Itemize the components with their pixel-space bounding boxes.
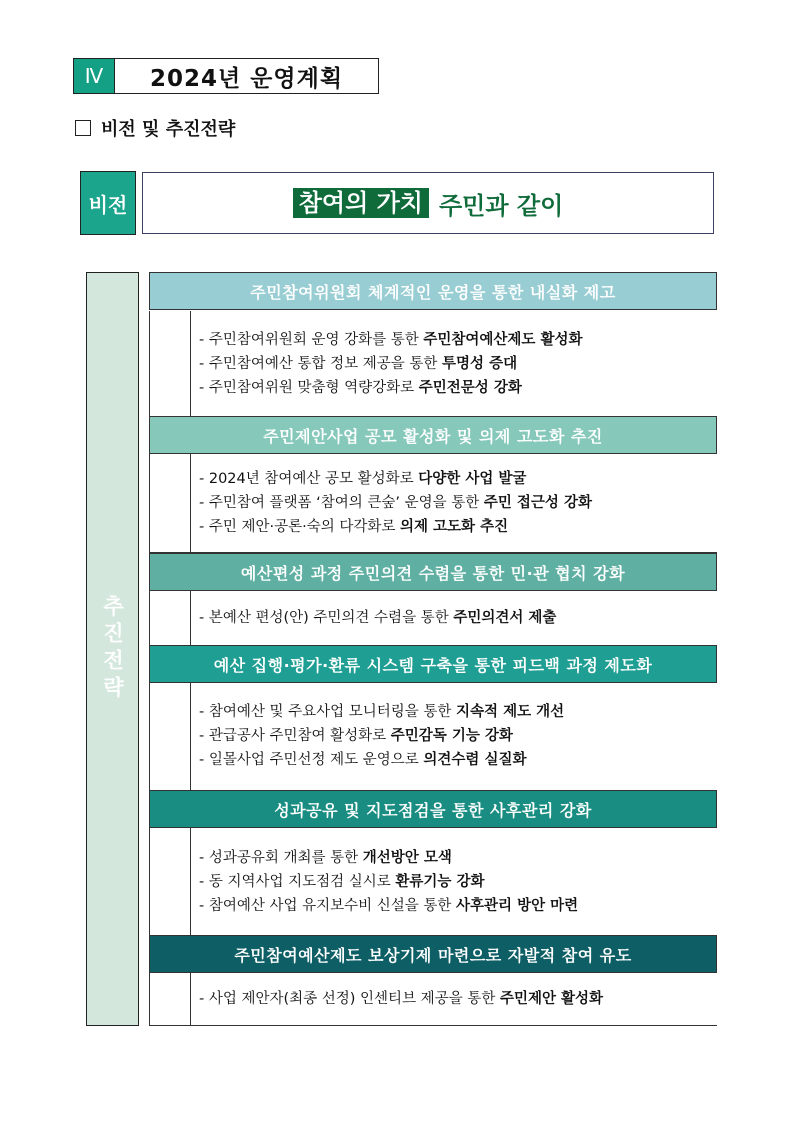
detail-text: - 주민 제안·공론·숙의 다각화로 [199, 518, 400, 535]
strategy-detail-line [199, 467, 717, 491]
strategy-label-text: 추진전략 [100, 595, 125, 703]
vision-text: 주민과 같이 [439, 191, 564, 220]
detail-text: - 본예산 편성(안) 주민의견 수렴을 통한 [199, 609, 454, 626]
strategy-detail-line [199, 352, 717, 376]
strategy-heading: 주민참여예산제도 보상기제 마련으로 자발적 참여 유도 [149, 935, 717, 973]
strategy-detail-line [199, 870, 717, 894]
strategy-detail-line [199, 491, 717, 515]
strategy-heading: 예산편성 과정 주민의견 수렴을 통한 민·관 협치 강화 [149, 553, 717, 591]
detail-emphasis: 사후관리 방안 마련 [456, 897, 579, 914]
strategy-detail-line [199, 724, 717, 748]
detail-emphasis: 다양한 사업 발굴 [418, 470, 527, 487]
strategy-detail [149, 590, 717, 646]
strategy-detail [149, 828, 717, 936]
detail-text: - 관급공사 주민참여 활성화로 [199, 728, 391, 744]
chapter-title: 2024년 운영계획 [149, 65, 344, 92]
strategy-detail-line [199, 515, 717, 539]
detail-text: - 참여예산 및 주요사업 모니터링을 통한 [199, 704, 456, 720]
vision-statement [142, 172, 714, 234]
strategy-heading: 주민제안사업 공모 활성화 및 의제 고도화 추진 [149, 416, 717, 454]
detail-emphasis: 주민의견서 제출 [453, 609, 557, 626]
strategy-detail-line [199, 606, 717, 630]
strategy-detail-line [199, 700, 717, 724]
strategy-detail [149, 682, 717, 791]
detail-emphasis: 의견수렴 실질화 [423, 752, 527, 768]
detail-emphasis: 환류기능 강화 [395, 873, 485, 890]
detail-text: - 일몰사업 주민선정 제도 운영으로 [199, 752, 424, 768]
vision-highlight: 참여의 가치 [293, 188, 429, 218]
detail-text: - 사업 제안자(최종 선정) 인센티브 제공을 통한 [199, 990, 500, 1007]
detail-text: - 주민참여예산 통합 정보 제공을 통한 [199, 355, 442, 372]
detail-text: - 주민참여위원 맞춤형 역량강화로 [199, 379, 419, 396]
detail-emphasis: 의제 고도화 추진 [399, 518, 509, 535]
detail-emphasis: 지속적 제도 개선 [456, 704, 565, 720]
strategy-detail-line [199, 987, 717, 1011]
strategy-heading: 주민참여위원회 체계적인 운영을 통한 내실화 제고 [149, 272, 717, 310]
section-title: 비전 및 추진전략 [101, 119, 236, 140]
strategy-detail [149, 972, 717, 1026]
strategy-heading: 예산 집행·평가·환류 시스템 구축을 통한 피드백 과정 제도화 [149, 645, 717, 683]
strategy-detail [149, 311, 717, 417]
strategy-detail-line [199, 328, 717, 352]
detail-text: - 주민참여위원회 운영 강화를 통한 [199, 331, 424, 348]
detail-text: - 성과공유회 개최를 통한 [199, 849, 363, 866]
strategy-detail-line [199, 376, 717, 400]
vision-label: 비전 [80, 171, 136, 235]
detail-emphasis: 주민참여예산제도 활성화 [423, 331, 583, 348]
detail-emphasis: 주민 접근성 강화 [483, 494, 592, 511]
detail-text: - 주민참여 플랫폼 ‘참여의 큰숲’ 운영을 통한 [199, 494, 484, 511]
chapter-heading [73, 58, 379, 94]
detail-emphasis: 주민제안 활성화 [499, 990, 604, 1007]
detail-emphasis: 주민전문성 강화 [418, 379, 522, 396]
detail-emphasis: 투명성 증대 [442, 355, 518, 372]
detail-emphasis: 주민감독 기능 강화 [390, 728, 513, 744]
strategy-detail-line [199, 846, 717, 870]
strategy-label [86, 272, 139, 1026]
checkbox-square-icon [75, 120, 91, 136]
strategy-detail [149, 453, 717, 553]
detail-emphasis: 개선방안 모색 [362, 849, 452, 866]
detail-text: - 동 지역사업 지도점검 실시로 [199, 873, 396, 890]
strategy-heading: 성과공유 및 지도점검을 통한 사후관리 강화 [149, 790, 717, 828]
section-heading [75, 114, 235, 142]
strategy-detail-line [199, 894, 717, 918]
detail-text: - 참여예산 사업 유지보수비 신설을 통한 [199, 897, 456, 914]
detail-text: - 2024년 참여예산 공모 활성화로 [199, 470, 419, 487]
chapter-number: Ⅳ [74, 59, 115, 93]
strategy-detail-line [199, 748, 717, 772]
